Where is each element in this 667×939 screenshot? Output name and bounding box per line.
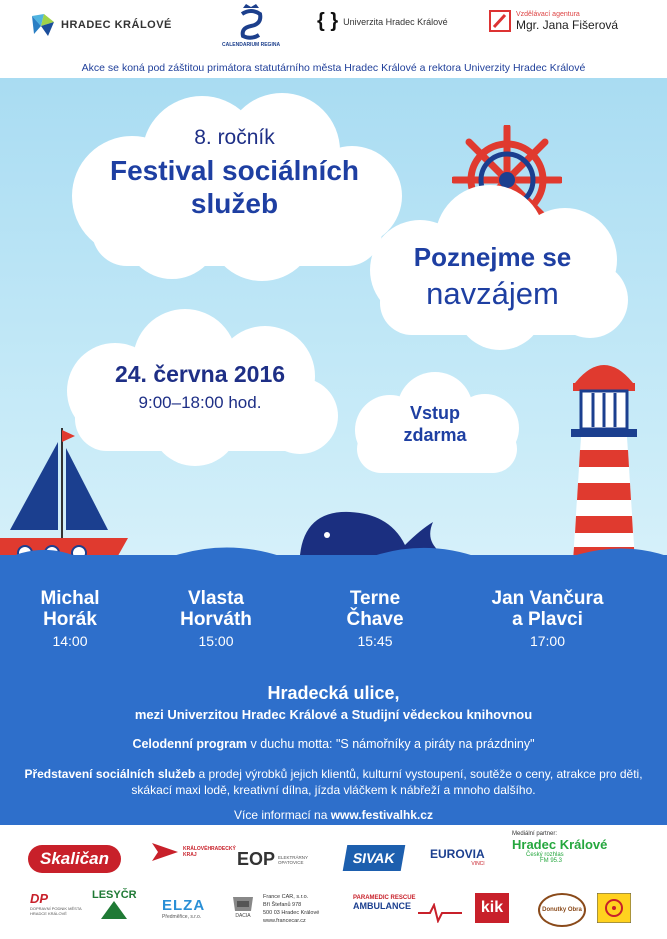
dp-subtitle: DOPRAVNÍ PODNIK MĚSTA HRADCE KRÁLOVÉ xyxy=(30,906,82,916)
dacia-emblem-icon xyxy=(231,893,255,913)
performer-3 xyxy=(305,588,445,649)
uhk-logo-text: Univerzita Hradec Králové xyxy=(343,16,448,27)
kraj-logo xyxy=(150,839,236,865)
hk-logo-text: HRADEC KRÁLOVÉ xyxy=(61,19,172,31)
program-text: v duchu motta: "S námořníky a piráty na prázdniny" xyxy=(247,737,535,751)
kraj-text: KRÁLOVÉHRADECKÝ KRAJ xyxy=(183,846,236,858)
performer-name: Vlasta xyxy=(188,588,244,609)
header-bar xyxy=(0,0,667,58)
venue-location: mezi Univerzitou Hradec Králové a Studijní vědeckou knihovnou xyxy=(134,707,533,722)
lighthouse-icon xyxy=(567,355,642,565)
agency-name: Mgr. Jana Fišerová xyxy=(516,17,619,32)
performer-1 xyxy=(0,588,140,649)
program-description xyxy=(0,766,667,798)
dp-text: DP xyxy=(30,891,49,906)
lesycr-text: LESYČR xyxy=(92,889,137,901)
description-text: a prodej výrobků jejich klientů, kulturní vystoupení, soutěže o ceny, atrakce pro děti, skákací maxi lodě, kreativní dílna, jízda vláčkem k nábřeží a mnoho dalšího. xyxy=(131,767,643,797)
hradec-kralove-logo xyxy=(30,12,172,38)
performer-name: Horák xyxy=(43,609,97,630)
kraj-arrow-icon xyxy=(150,839,180,865)
hk-logo-icon xyxy=(30,12,56,38)
radio-text: Hradec Králové xyxy=(512,837,608,852)
tree-icon xyxy=(101,901,127,919)
elza-text: ELZA xyxy=(162,897,206,914)
sivak-logo xyxy=(345,845,403,871)
performer-name: Čhave xyxy=(346,609,404,630)
agency-logo xyxy=(489,10,618,32)
event-date: 24. června 2016 xyxy=(114,361,286,387)
dp-logo xyxy=(30,891,82,916)
agency-pen-icon xyxy=(489,10,511,32)
performer-time: 15:00 xyxy=(198,633,234,649)
donut-logo xyxy=(538,893,586,927)
france-car-web: www.francecar.cz xyxy=(263,918,306,924)
eurovia-text: EUROVIA xyxy=(430,847,485,861)
regina-crown-icon xyxy=(238,2,264,42)
eurovia-logo xyxy=(430,847,485,867)
elza-logo xyxy=(162,897,205,920)
regina-logo xyxy=(222,2,280,48)
regina-logo-text: CALENDARIUM REGINA xyxy=(222,42,281,48)
more-info xyxy=(0,808,667,822)
more-info-label: Více informací na xyxy=(234,808,331,822)
radio-subtitle: Český rozhlas xyxy=(526,852,564,858)
eurovia-subtitle: VINCI xyxy=(471,861,485,867)
performer-name: Jan Vančura xyxy=(491,588,604,609)
program-label: Celodenní program xyxy=(132,737,248,751)
festival-title-line2: služeb xyxy=(190,188,279,219)
dacia-logo xyxy=(231,893,255,919)
motto-cloud xyxy=(350,180,635,350)
radio-logo xyxy=(512,831,607,864)
free-entry-text xyxy=(345,402,525,446)
sivak-text: SIVAK xyxy=(343,845,405,871)
performer-name: Horváth xyxy=(180,609,252,630)
kik-text: kik xyxy=(475,893,509,923)
description-label: Představení sociálních služeb xyxy=(24,767,196,781)
performer-time: 17:00 xyxy=(529,633,566,649)
media-partner-label: Mediální partner: xyxy=(512,831,558,837)
performer-time: 14:00 xyxy=(52,633,88,649)
paramedic-text: PARAMEDIC RESCUE xyxy=(353,895,416,901)
performer-time: 15:45 xyxy=(357,633,393,649)
france-car-name: France CAR, s.r.o. xyxy=(263,894,309,900)
heartbeat-icon xyxy=(418,903,462,923)
lesycr-logo xyxy=(92,889,137,919)
paramedic-logo xyxy=(353,895,416,911)
eop-subtitle: ELEKTRÁRNY OPATOVICE xyxy=(278,854,308,865)
performer-name: Michal xyxy=(40,588,100,609)
france-car-street: Bří Štefanů 978 xyxy=(263,902,302,908)
free-entry-line2: zdarma xyxy=(403,425,467,445)
skalican-text: Skaličan xyxy=(28,845,121,873)
dacia-text: DACIA xyxy=(235,913,251,919)
motto-line2: navzájem xyxy=(426,276,559,311)
venue-street: Hradecká ulice, xyxy=(267,683,400,703)
uhk-logo xyxy=(317,10,448,33)
donut-text: Donutky Obra xyxy=(538,893,586,927)
uhk-braces-icon: { } xyxy=(317,10,339,32)
free-entry-line1: Vstup xyxy=(409,403,460,423)
program-motto xyxy=(0,737,667,751)
edition-text: 8. ročník xyxy=(194,126,275,149)
skalican-logo xyxy=(28,845,121,873)
performer-name: a Plavci xyxy=(512,609,583,630)
ambulance-text: AMBULANCE xyxy=(353,901,411,911)
elza-subtitle: Předměřice, s.r.o. xyxy=(162,914,202,920)
patronage-text: Akce se koná pod záštitou primátora statutárního města Hradec Králové a rektora Univerzity Hradec Králové xyxy=(81,62,586,74)
performer-2 xyxy=(146,588,286,649)
free-entry-cloud xyxy=(345,370,525,480)
motto-line1: Poznejme se xyxy=(413,242,572,272)
website-link[interactable]: www.festivalhk.cz xyxy=(330,808,433,822)
performer-4 xyxy=(460,588,635,649)
event-hours: 9:00–18:00 hod. xyxy=(138,393,262,412)
eop-text: EOP xyxy=(237,849,276,869)
radio-frequency: FM 95.3 xyxy=(540,858,563,864)
eop-logo xyxy=(237,849,318,870)
france-car-city: 500 03 Hradec Králové xyxy=(263,910,320,916)
kik-logo xyxy=(475,893,509,923)
france-car-info xyxy=(263,893,319,925)
festival-title-line1: Festival sociálních xyxy=(110,155,359,186)
flag-emblem-icon xyxy=(597,893,631,923)
agency-subtitle: Vzdělávací agentura xyxy=(516,10,580,18)
sponsors-area xyxy=(0,825,667,939)
performer-name: Terne xyxy=(349,588,401,609)
